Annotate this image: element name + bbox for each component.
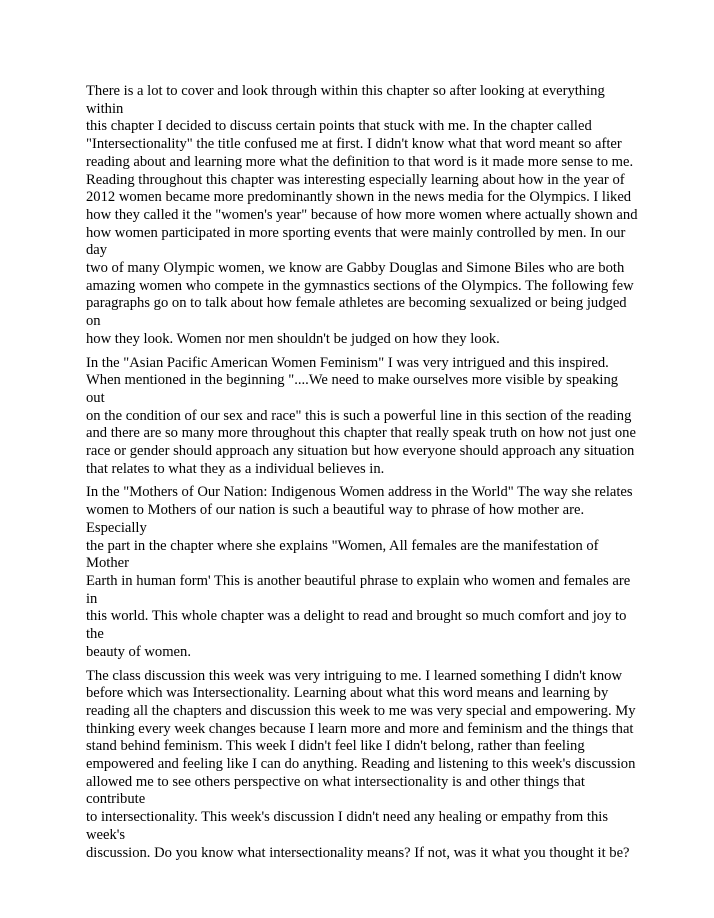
paragraph-mothers-of-our-nation: In the "Mothers of Our Nation: Indigenous Women address in the World" The way she relates women to Mothers of our nation is such a beautiful way to phrase of how mother are. Especially the part in the chapter where she explains "Women, All females are the manifestation of Mother Earth in human form' This is another beautiful phrase to explain who women and females are in this world. This whole chapter was a delight to read and brought so much comfort and joy to the beauty of women. <box>86 484 633 660</box>
paragraph-intersectionality-intro: There is a lot to cover and look through within this chapter so after looking at everything within this chapter I decided to discuss certain points that stuck with me. In the chapter called "Intersectionality" the title confused me at first. I didn't know what that word meant so after reading about and learning more what the definition to that word is it made more sense to me. Reading throughout this chapter was interesting especially learning about how in the year of 2012 women became more predominantly shown in the news media for the Olympics. I liked how they called it the "women's year" because of how more women where actually shown and how women participated in more sporting events that were mainly controlled by men. In our day two of many Olympic women, we know are Gabby Douglas and Simone Biles who are both amazing women who compete in the gymnastics sections of the Olympics. The following few paragraphs go on to talk about how female athletes are becoming sexualized or being judged on how they look. Women nor men shouldn't be judged on how they look. <box>86 83 638 347</box>
document-body <box>86 83 638 868</box>
paragraph-asian-pacific-feminism: In the "Asian Pacific American Women Feminism" I was very intrigued and this inspired. When mentioned in the beginning "....We need to make ourselves more visible by speaking out on the condition of our sex and race" this is such a powerful line in this section of the reading and there are so many more throughout this chapter that really speak truth on how not just one race or gender should approach any situation but how everyone should approach any situation that relates to what they as a individual believes in. <box>86 354 636 477</box>
paragraph-class-discussion: The class discussion this week was very intriguing to me. I learned something I didn't know before which was Intersectionality. Learning about what this word means and learning by reading all the chapters and discussion this week to me was very special and empowering. My thinking every week changes because I learn more and more and feminism and the things that stand behind feminism. This week I didn't feel like I didn't belong, rather than feeling empowered and feeling like I can do anything. Reading and listening to this week's discussion allowed me to see others perspective on what intersectionality is and other things that contribute to intersectionality. This week's discussion I didn't need any healing or empathy from this week's discussion. Do you know what intersectionality means? If not, was it what you thought it be? <box>86 667 636 861</box>
